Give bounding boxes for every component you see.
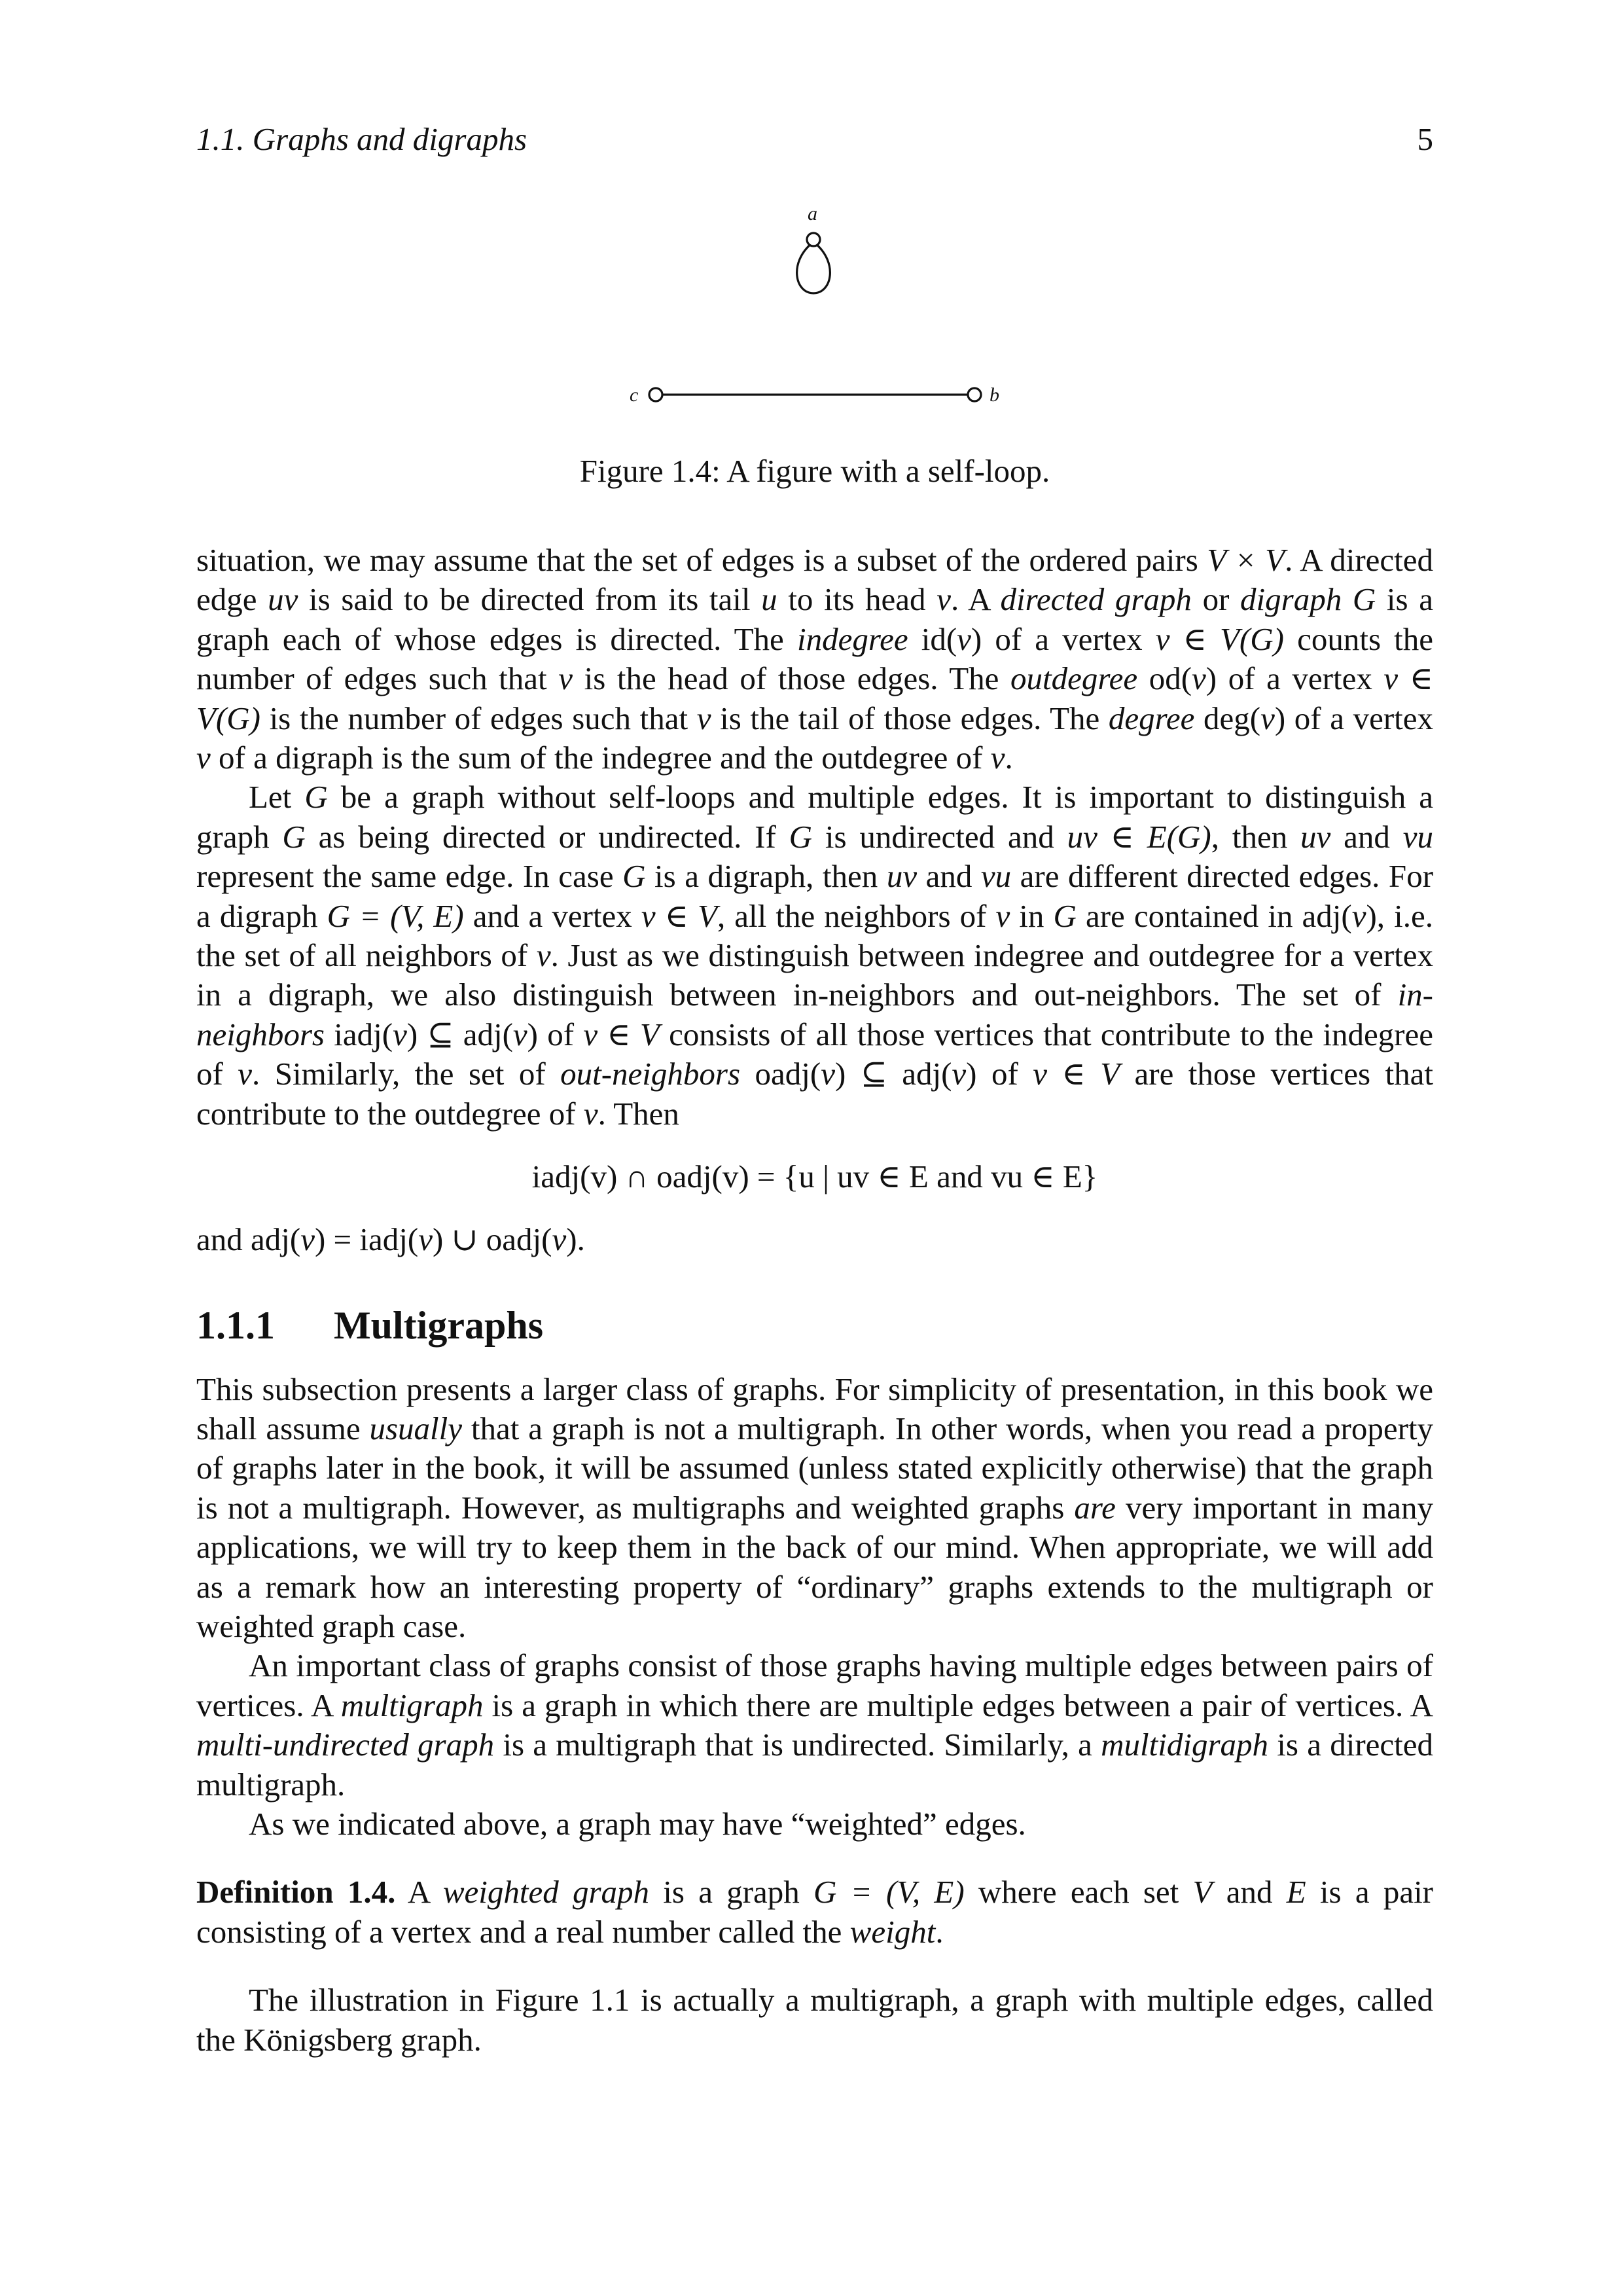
section-number: 1.1.1 (196, 1303, 275, 1347)
paragraph-multigraph-intro: This subsection presents a larger class of graphs. For simplicity of presentation, in this book we shall assume usually that a graph is not a multigraph. In other words, when you read a property of graphs later in the book, it will be assumed (unless stated explicitly otherwise) that the graph is not a multigraph. However, as multigraphs and weighted graphs are very important in many applications, we will try to keep them in the back of our mind. When appropriate, we will add as a remark how an interesting property of “ordinary” graphs extends to the multigraph or weighted graph case. (196, 1371, 1433, 1644)
graph-drawing (589, 196, 1047, 445)
vertex-label-c: c (630, 384, 639, 406)
running-head (196, 117, 1433, 162)
self-loop-edge (797, 243, 830, 293)
page-number: 5 (1417, 121, 1433, 157)
paragraph-multigraph-definition: An important class of graphs consist of those graphs having multiple edges between pairs of vertices. A multigraph is a graph in which there are multiple edges between a pair of vertices. A multi-undirected graph is a multigraph that is undirected. Similarly, a multidigraph is a directed multigraph. (196, 1647, 1433, 1803)
definition-weighted-graph: Definition 1.4. A weighted graph is a graph G = (V, E) where each set V and E is a pair consisting of a vertex and a real number called the weight. (196, 1874, 1433, 1950)
section-title: Multigraphs (334, 1303, 544, 1347)
paragraph-konigsberg: The illustration in Figure 1.1 is actually a multigraph, a graph with multiple edges, called the Königsberg graph. (196, 1982, 1433, 2058)
paragraph-digraphs: situation, we may assume that the set of edges is a subset of the ordered pairs V × V. A directed edge uv is said to be directed from its tail u to its head v. A directed graph or digraph G is a graph each of whose edges is directed. The indegree id(v) of a vertex v ∈ V(G) counts the number of edges such that v is the head of those edges. The outdegree od(v) of a vertex v ∈ V(G) is the number of edges such that v is the tail of those edges. The degree deg(v) of a vertex v of a digraph is the sum of the indegree and the outdegree of v. (196, 542, 1434, 776)
vertex-label-b: b (990, 384, 999, 406)
running-head-title: 1.1. Graphs and digraphs (196, 121, 527, 157)
main-text (196, 541, 1433, 2060)
definition-label: Definition 1.4. (196, 1874, 396, 1910)
paragraph-adj-union: and adj(v) = iadj(v) ∪ oadj(v). (196, 1221, 585, 1258)
vertex-label-a: a (808, 203, 817, 224)
vertex-c (649, 388, 662, 401)
section-heading (196, 1299, 1433, 1352)
vertex-b (968, 388, 981, 401)
figure-self-loop (589, 196, 1047, 445)
paragraph-weighted-mention: As we indicated above, a graph may have “weighted” edges. (249, 1805, 1026, 1842)
vertex-a (807, 233, 820, 246)
display-equation: iadj(v) ∩ oadj(v) = {u | uv ∈ E and vu ∈ E} (531, 1158, 1098, 1195)
figure-caption: Figure 1.4: A figure with a self-loop. (579, 453, 1050, 489)
paragraph-neighbors: Let G be a graph without self-loops and multiple edges. It is important to distinguish a graph G as being directed or undirected. If G is undirected and uv ∈ E(G), then uv and vu represent the same edge. In case G is a digraph, then uv and vu are different directed edges. For a digraph G = (V, E) and a vertex v ∈ V, all the neighbors of v in G are contained in adj(v), i.e. the set of all neighbors of v. Just as we distinguish between indegree and outdegree for a vertex in a digraph, we also distinguish between in-neighbors and out-neighbors. The set of in-neighbors iadj(v) ⊆ adj(v) of v ∈ V consists of all those vertices that contribute to the indegree of v. Similarly, the set of out-neighbors oadj(v) ⊆ adj(v) of v ∈ V are those vertices that contribute to the outdegree of v. Then (196, 779, 1434, 1132)
